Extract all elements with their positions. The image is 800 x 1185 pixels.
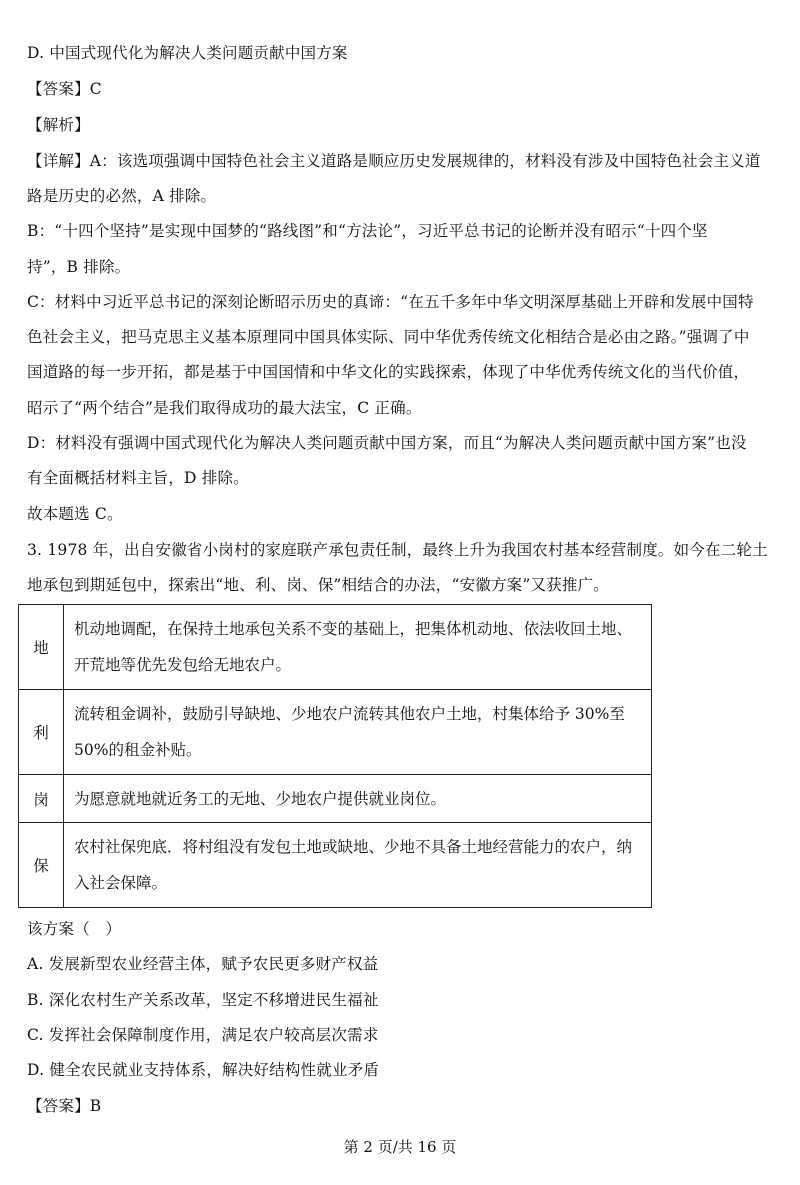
table-row-content — [64, 823, 652, 908]
q3-option-b: B. 深化农村生产关系改革，坚定不移增进民生福祉 — [27, 991, 379, 1009]
table-row-content — [64, 775, 652, 823]
detail-d-line-1: D：材料没有强调中国式现代化为解决人类问题贡献中国方案，而且“为解决人类问题贡献中国方案”也没 — [27, 434, 747, 452]
detail-b-line-2: 持”，B 排除。 — [27, 258, 131, 276]
table-row-key: 利 — [19, 690, 64, 775]
q3-option-c: C. 发挥社会保障制度作用，满足农户较高层次需求 — [27, 1026, 379, 1044]
table-row-line: 机动地调配，在保持土地承包关系不变的基础上，把集体机动地、依法收回土地、 — [74, 620, 633, 638]
detail-c-line-3: 国道路的每一步开拓，都是基于中国国情和中华文化的实践探索，体现了中华优秀传统文化的当代价值， — [27, 363, 750, 381]
prev-option-d: D. 中国式现代化为解决人类问题贡献中国方案 — [27, 44, 348, 62]
table-row-line: 为愿意就地就近务工的无地、少地农户提供就业岗位。 — [74, 789, 447, 808]
table-row — [19, 605, 652, 690]
table-row — [19, 775, 652, 823]
q3-option-a: A. 发展新型农业经营主体，赋予农民更多财产权益 — [27, 955, 379, 973]
anhui-plan-table — [18, 604, 652, 908]
table-row-content — [64, 690, 652, 775]
table-row-line: 开荒地等优先发包给无地农户。 — [74, 656, 292, 674]
detail-c-line-1: C：材料中习近平总书记的深刻论断昭示历史的真谛：“在五千多年中华文明深厚基础上开辟和发展中国特 — [27, 293, 754, 311]
detail-c-line-2: 色社会主义，把马克思主义基本原理同中国具体实际、同中华优秀传统文化相结合是必由之路。”强调了中 — [27, 328, 750, 346]
page-footer: 第 2 页/共 16 页 — [343, 1138, 457, 1156]
table-row-key: 地 — [19, 605, 64, 690]
detail-b-line-1: B：“十四个坚持”是实现中国梦的“路线图”和“方法论”，习近平总书记的论断并没有昭示“十四个坚 — [27, 222, 708, 240]
table-row-key: 岗 — [19, 775, 64, 823]
table-row-line: 农村社保兜底．将村组没有发包土地或缺地、少地不具备土地经营能力的农户，纳 — [74, 838, 633, 856]
table-row-line: 流转租金调补，鼓励引导缺地、少地农户流转其他农户土地，村集体给予 30%至 — [74, 705, 625, 723]
q3-option-d: D. 健全农民就业支持体系，解决好结构性就业矛盾 — [27, 1061, 380, 1079]
detail-c-line-4: 昭示了“两个结合”是我们取得成功的最大法宝，C 正确。 — [27, 399, 422, 417]
q3-stem-line-2: 地承包到期延包中，探索出“地、利、岗、保”相结合的办法，“安徽方案”又获推广。 — [27, 576, 609, 594]
q3-stem-line-1: 3. 1978 年，出自安徽省小岗村的家庭联产承包责任制，最终上升为我国农村基本经营制度。如今在二轮土 — [27, 541, 768, 559]
detail-a-line-2: 路是历史的必然，A 排除。 — [27, 187, 217, 205]
table-row-line: 50%的租金补贴。 — [74, 741, 202, 759]
detail-d-line-2: 有全面概括材料主旨，D 排除。 — [27, 469, 249, 487]
prev-conclusion: 故本题选 C。 — [27, 505, 123, 523]
table-row-content — [64, 605, 652, 690]
q3-prompt: 该方案（ ） — [27, 920, 122, 938]
detail-a-line-1: 【详解】A：该选项强调中国特色社会主义道路是顺应历史发展规律的，材料没有涉及中国特色社会主义道 — [27, 152, 761, 170]
table-row-key: 保 — [19, 823, 64, 908]
prev-answer: 【答案】C — [27, 80, 102, 98]
table-row — [19, 690, 652, 775]
table-row-line: 入社会保障。 — [74, 874, 168, 892]
q3-answer: 【答案】B — [27, 1097, 102, 1115]
table-row — [19, 823, 652, 908]
prev-analysis-heading: 【解析】 — [27, 116, 90, 134]
